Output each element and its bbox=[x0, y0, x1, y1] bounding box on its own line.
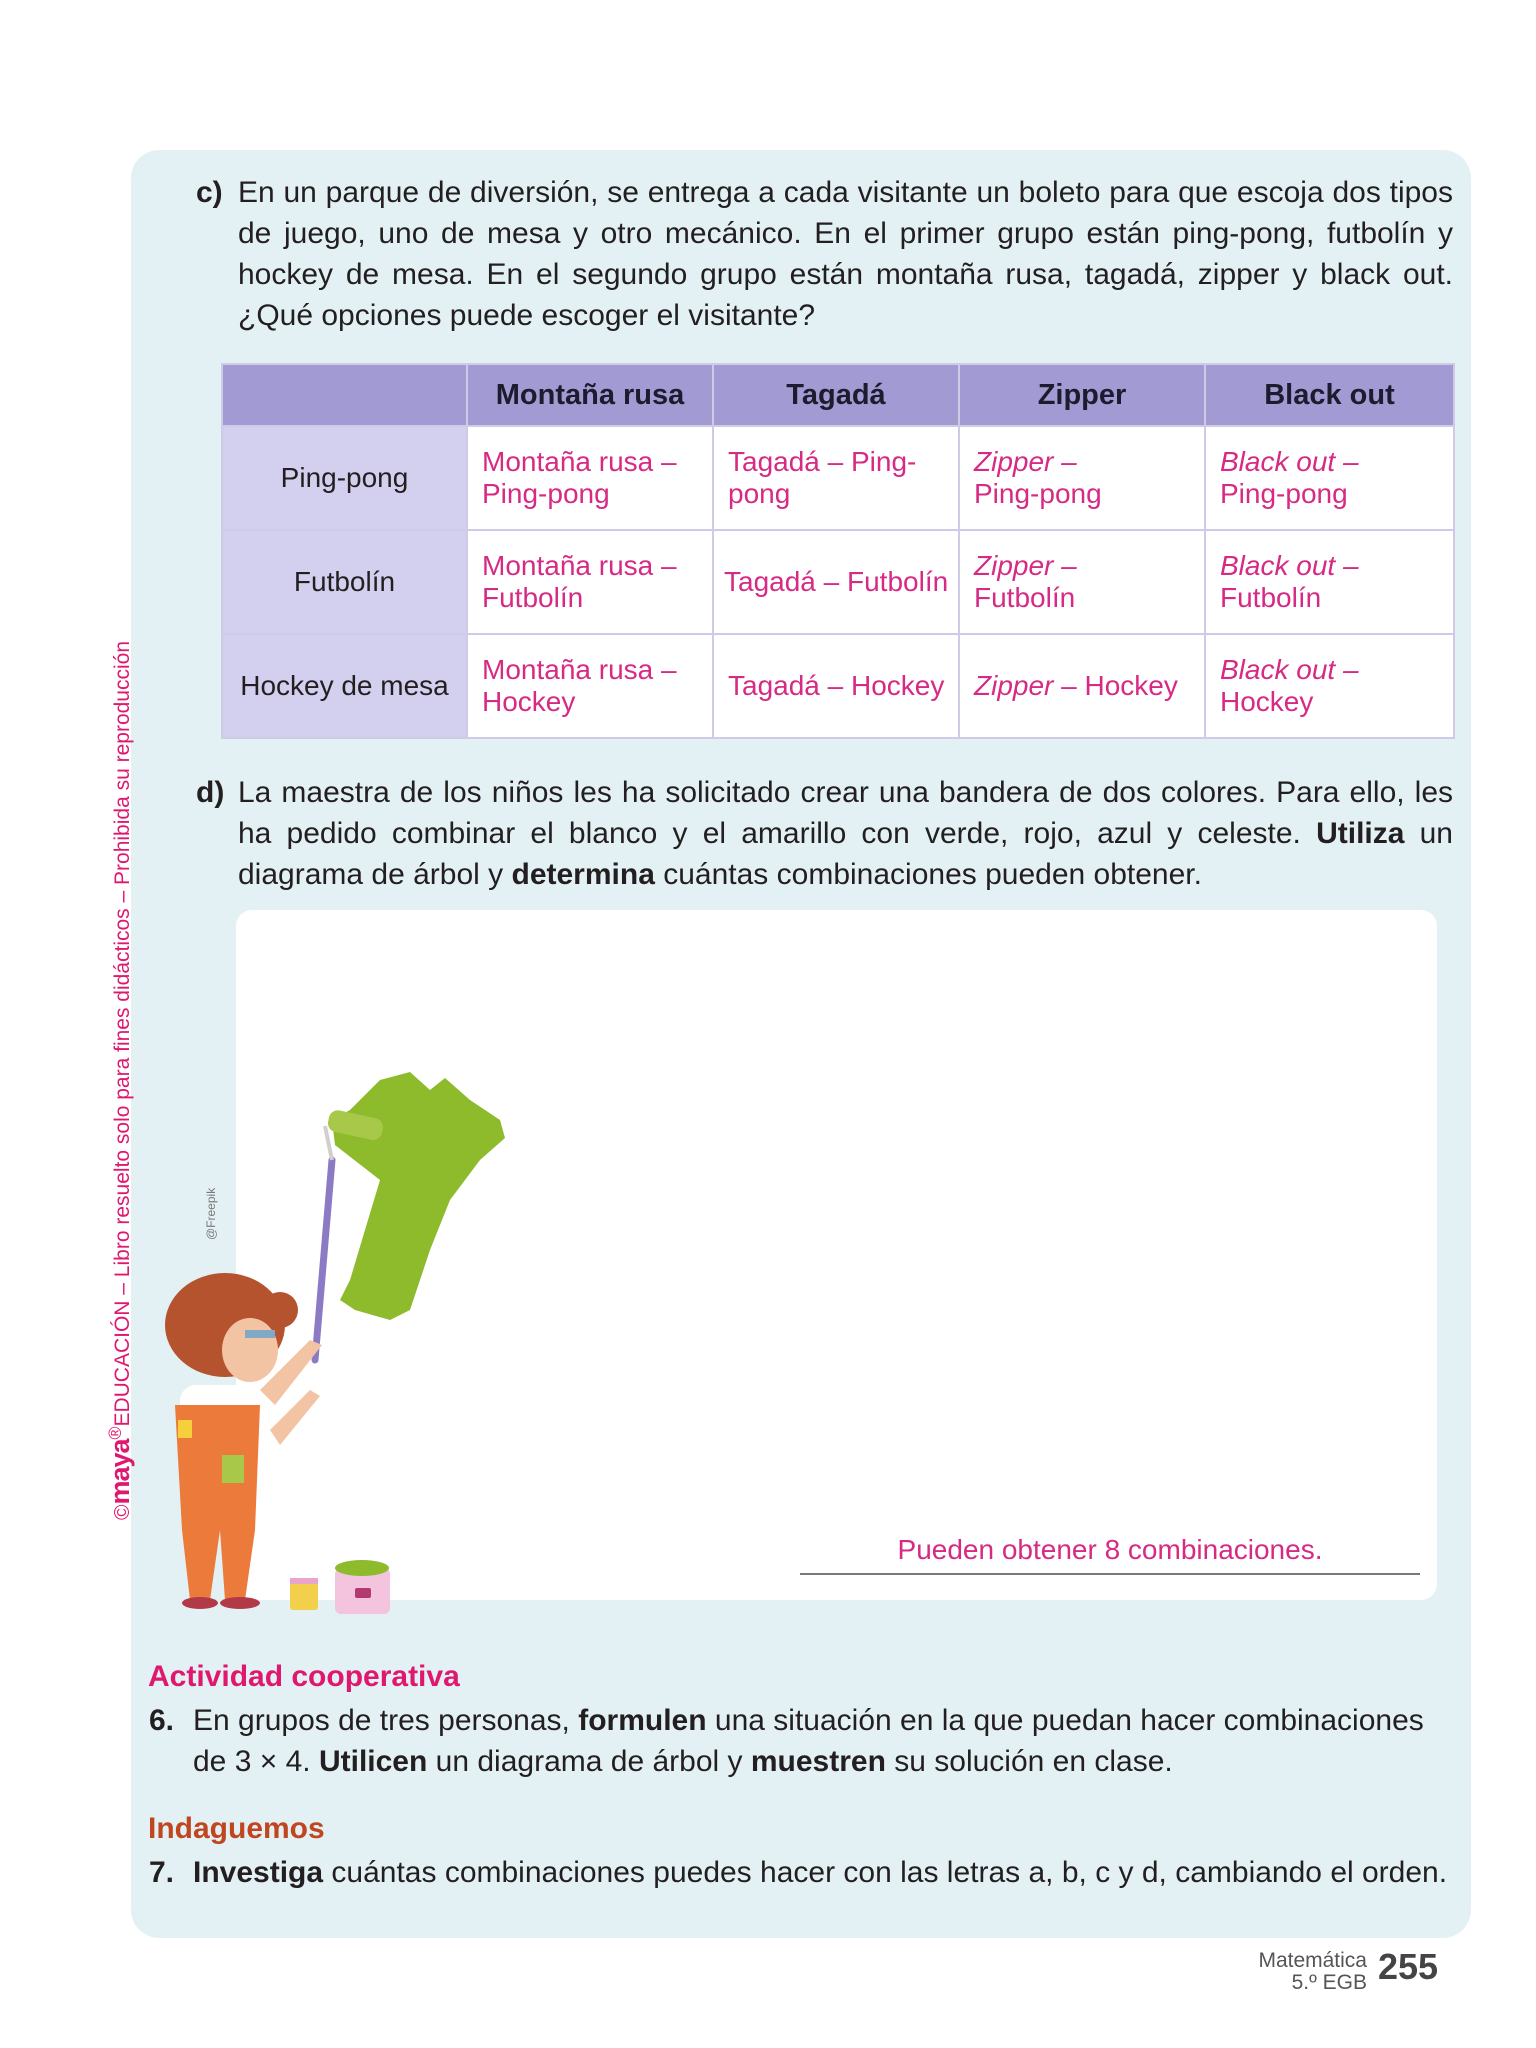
cell-italic-text: Zipper – bbox=[974, 550, 1077, 581]
cell-text: Ping-pong bbox=[974, 478, 1102, 509]
item-6 bbox=[149, 1700, 1453, 1782]
inquiry-title: Indaguemos bbox=[148, 1812, 325, 1845]
table-header-row bbox=[222, 364, 1454, 426]
table-cell bbox=[1205, 426, 1454, 530]
overall-patch bbox=[222, 1455, 244, 1483]
combinations-table bbox=[221, 363, 1455, 739]
yellow-paint-can-lid bbox=[290, 1578, 318, 1584]
copyright-symbol: © bbox=[111, 1504, 134, 1520]
girl-painting-illustration bbox=[110, 1060, 510, 1620]
brand-logo: maya bbox=[105, 1439, 135, 1505]
table-cell bbox=[1205, 634, 1454, 738]
table-cell bbox=[713, 426, 959, 530]
cell-italic-text: Black out – bbox=[1220, 550, 1359, 581]
cell-text: Montaña rusa – Ping-pong bbox=[482, 446, 677, 509]
item-text: un diagrama de árbol y bbox=[435, 1745, 743, 1778]
question-d-text: cuántas combinaciones pueden obtener. bbox=[663, 858, 1202, 891]
row-header: Futbolín bbox=[222, 530, 467, 634]
table-cell bbox=[713, 530, 959, 634]
item-text: cuántas combinaciones puedes hacer con las letras a, b, c y d, cambiando el orden. bbox=[331, 1856, 1448, 1889]
item-number: 7. bbox=[149, 1856, 175, 1889]
overall-patch-yellow bbox=[178, 1420, 192, 1438]
row-header: Ping-pong bbox=[222, 426, 467, 530]
question-d-text: un diagrama de árbol y bbox=[238, 817, 1453, 891]
table-cell bbox=[467, 426, 713, 530]
row-header: Hockey de mesa bbox=[222, 634, 467, 738]
green-paint-stroke bbox=[332, 1072, 505, 1320]
column-header: Montaña rusa bbox=[467, 364, 713, 426]
page-number: 255 bbox=[1378, 1946, 1439, 1987]
table-cell bbox=[959, 426, 1205, 530]
item-bold: muestren bbox=[750, 1745, 886, 1778]
cell-italic-text: Zipper bbox=[974, 670, 1054, 701]
girl-shoe-left bbox=[182, 1597, 218, 1609]
girl-hair-bun bbox=[262, 1292, 298, 1328]
table-row bbox=[222, 530, 1454, 634]
item-text: su solución en clase. bbox=[894, 1745, 1173, 1778]
cell-text: Futbolín bbox=[974, 582, 1076, 613]
pink-paint-can-top bbox=[335, 1560, 389, 1576]
cell-italic-text: Zipper – bbox=[974, 446, 1077, 477]
girl-shoe-right bbox=[220, 1597, 260, 1609]
cell-text: Ping-pong bbox=[1220, 478, 1348, 509]
grade-name: 5.º EGB bbox=[1291, 1971, 1367, 1994]
yellow-paint-can bbox=[290, 1580, 318, 1610]
subject-name: Matemática bbox=[1258, 1949, 1367, 1972]
table-row bbox=[222, 634, 1454, 738]
question-c bbox=[196, 172, 1453, 336]
table-cell bbox=[467, 530, 713, 634]
paint-can-label bbox=[355, 1588, 371, 1598]
table-row bbox=[222, 426, 1454, 530]
question-d bbox=[196, 772, 1453, 895]
table-cell bbox=[467, 634, 713, 738]
roller-frame bbox=[325, 1126, 332, 1160]
item-text: En grupos de tres personas, bbox=[193, 1704, 570, 1737]
table-cell bbox=[959, 634, 1205, 738]
item-text: una situación en la que puedan hacer combinaciones de 3 × 4. bbox=[193, 1704, 1424, 1778]
item-7 bbox=[149, 1852, 1453, 1893]
cell-text: Futbolín bbox=[1220, 582, 1322, 613]
cell-text: Tagadá – Hockey bbox=[728, 670, 945, 701]
answer-text: Pueden obtener 8 combinaciones. bbox=[897, 1534, 1323, 1565]
question-d-text: La maestra de los niños les ha solicitado crear una bandera de dos colores. Para ello, les ha pedido combinar el blanco y el amarillo con verde, rojo, azul y celeste. bbox=[238, 776, 1453, 850]
answer-underline bbox=[800, 1573, 1420, 1575]
item-number: 6. bbox=[149, 1704, 175, 1737]
cell-italic-text: Black out – bbox=[1220, 446, 1359, 477]
question-d-label: d) bbox=[196, 776, 225, 809]
column-header: Tagadá bbox=[713, 364, 959, 426]
item-bold: formulen bbox=[578, 1704, 707, 1737]
cell-text: Montaña rusa – Hockey bbox=[482, 654, 677, 717]
cooperative-activity-title: Actividad cooperativa bbox=[148, 1660, 460, 1693]
cell-text: Montaña rusa – Futbolín bbox=[482, 550, 677, 613]
registered-mark: ® bbox=[105, 1426, 125, 1440]
question-d-bold: determina bbox=[511, 858, 655, 891]
roller-handle bbox=[315, 1160, 332, 1360]
girl-glasses bbox=[245, 1330, 275, 1338]
cell-text: Tagadá – Ping-pong bbox=[728, 446, 917, 509]
cell-text: – Hockey bbox=[1061, 670, 1178, 701]
question-d-bold: Utiliza bbox=[1316, 817, 1405, 850]
column-header: Zipper bbox=[959, 364, 1205, 426]
table-corner bbox=[222, 364, 467, 426]
image-credit: @Freepik bbox=[204, 1187, 218, 1240]
cell-text: Tagadá – Futbolín bbox=[724, 566, 949, 597]
cell-italic-text: Black out – bbox=[1220, 654, 1359, 685]
item-bold: Utilicen bbox=[318, 1745, 428, 1778]
question-c-label: c) bbox=[196, 176, 223, 209]
table-cell bbox=[1205, 530, 1454, 634]
question-c-text: En un parque de diversión, se entrega a cada visitante un boleto para que escoja dos tipos de juego, uno de mesa y otro mecánico. En el primer grupo están ping-pong, futbolín y hockey de mesa. En el segundo grupo están montaña rusa, tagadá, zipper y black out. ¿Qué opciones puede escoger el visitante? bbox=[238, 176, 1453, 332]
item-bold: Investiga bbox=[193, 1856, 324, 1889]
column-header: Black out bbox=[1205, 364, 1454, 426]
girl-face bbox=[222, 1318, 278, 1382]
table-cell bbox=[713, 634, 959, 738]
cell-text: Hockey bbox=[1220, 686, 1314, 717]
footer-subject bbox=[1225, 1950, 1367, 1994]
side-note-text: EDUCACIÓN – Libro resuelto solo para fines didácticos – Prohibida su reproducción bbox=[111, 640, 134, 1427]
table-cell bbox=[959, 530, 1205, 634]
